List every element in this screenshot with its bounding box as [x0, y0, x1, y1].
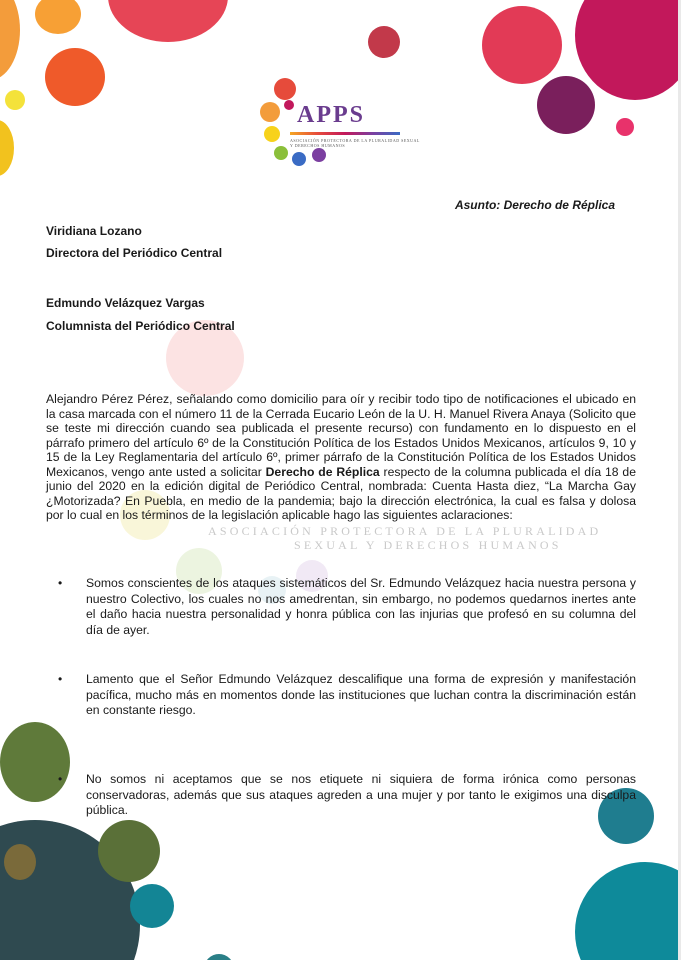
watermark-line-1: ASOCIACIÓN PROTECTORA DE LA PLURALIDAD [208, 524, 602, 538]
body-text-part2: respecto de la columna publicada el día 18 de junio del 2020 en la edición digital de Periódico Central, nombrada: Cuenta Hasta diez, “La Marcha Gay ¿Motorizada? En Puebla, en medio de la pandemia; bajo la dirección electrónica, la cual es falsa y dolosa por lo cual en los términos de la legislación aplicable hago las siguientes aclaraciones: [46, 464, 636, 522]
recipient-2-name: Edmundo Velázquez Vargas [46, 296, 205, 310]
decor-circle [35, 0, 81, 34]
decor-circle [482, 6, 562, 84]
body-text-bold: Derecho de Réplica [265, 464, 380, 479]
decor-circle [4, 844, 36, 880]
logo-rainbow-bar [290, 132, 400, 135]
list-item [58, 672, 636, 719]
bullet-marker: • [58, 672, 63, 686]
logo-dot [284, 100, 294, 110]
decor-circle [0, 120, 14, 176]
list-item-text: No somos ni aceptamos que se nos etiquete ni siquiera de forma irónica como personas conservadoras, además que sus ataques agreden a una mujer y por tanto le exigimos una disculpa pública. [86, 772, 636, 817]
body-text-part1: Alejandro Pérez Pérez, señalando como domicilio para oír y recibir todo tipo de notificaciones el ubicado en la casa marcada con el número 11 de la Cerrada Eucario León de la U. H. Manuel Rivera Anaya (Solicito que se teste mi dirección cuando sea publicada el presente recurso) con fundamento en lo dispuesto en el párrafo primero del artículo 6º de la Constitución Política de los Estados Unidos Mexicanos, artículos 9, 10 y 15 de la Ley Reglamentaria del artículo 6º, primer párrafo de la Constitución Política de los Estados Unidos Mexicanos, vengo ante usted a solicitar [46, 392, 636, 479]
watermark-text [208, 524, 628, 552]
logo-dot [312, 148, 326, 162]
decor-circle [5, 90, 25, 110]
list-item [58, 576, 636, 638]
subject-line: Asunto: Derecho de Réplica [454, 198, 615, 212]
decor-circle [130, 884, 174, 928]
recipient-1-name: Viridiana Lozano [46, 224, 142, 238]
decor-circle [0, 0, 20, 80]
logo-dot [274, 146, 288, 160]
recipient-1-role: Directora del Periódico Central [46, 246, 223, 260]
list-item-text: Somos conscientes de los ataques sistemáticos del Sr. Edmundo Velázquez hacia nuestra persona y nuestro Colectivo, los cuales no nos amedrentan, sin embargo, no podemos quedarnos inertes ante el daño hacia nuestra personalidad y honra pública con las injurias que profesó en su columna del día de ayer. [86, 576, 636, 637]
list-item-text: Lamento que el Señor Edmundo Velázquez descalifique una forma de expresión y manifestación pacífica, mucho más en momentos donde las instituciones que luchan contra la discriminación están en constante riesgo. [86, 672, 636, 717]
watermark-line-2: SEXUAL Y DERECHOS HUMANOS [294, 538, 562, 552]
logo-subtitle: ASOCIACIÓN PROTECTORA DE LA PLURALIDAD SEXUAL Y DERECHOS HUMANOS [290, 138, 420, 148]
recipient-2-role: Columnista del Periódico Central [46, 319, 235, 333]
decor-circle [537, 76, 595, 134]
bullet-marker: • [58, 772, 63, 786]
logo-dot [264, 126, 280, 142]
list-item [58, 772, 636, 819]
decor-circle [575, 862, 681, 960]
logo-dot [274, 78, 296, 100]
decor-circle [98, 820, 160, 882]
logo-dot [260, 102, 280, 122]
decor-circle [45, 48, 105, 106]
decor-circle [575, 0, 681, 100]
body-paragraph [46, 392, 636, 523]
decor-circle [108, 0, 228, 42]
decor-circle [204, 954, 234, 960]
logo-dot [292, 152, 306, 166]
logo-title: APPS [297, 102, 365, 128]
decor-circle [616, 118, 634, 136]
bullet-marker: • [58, 576, 63, 590]
apps-logo [254, 76, 424, 176]
decor-circle [368, 26, 400, 58]
